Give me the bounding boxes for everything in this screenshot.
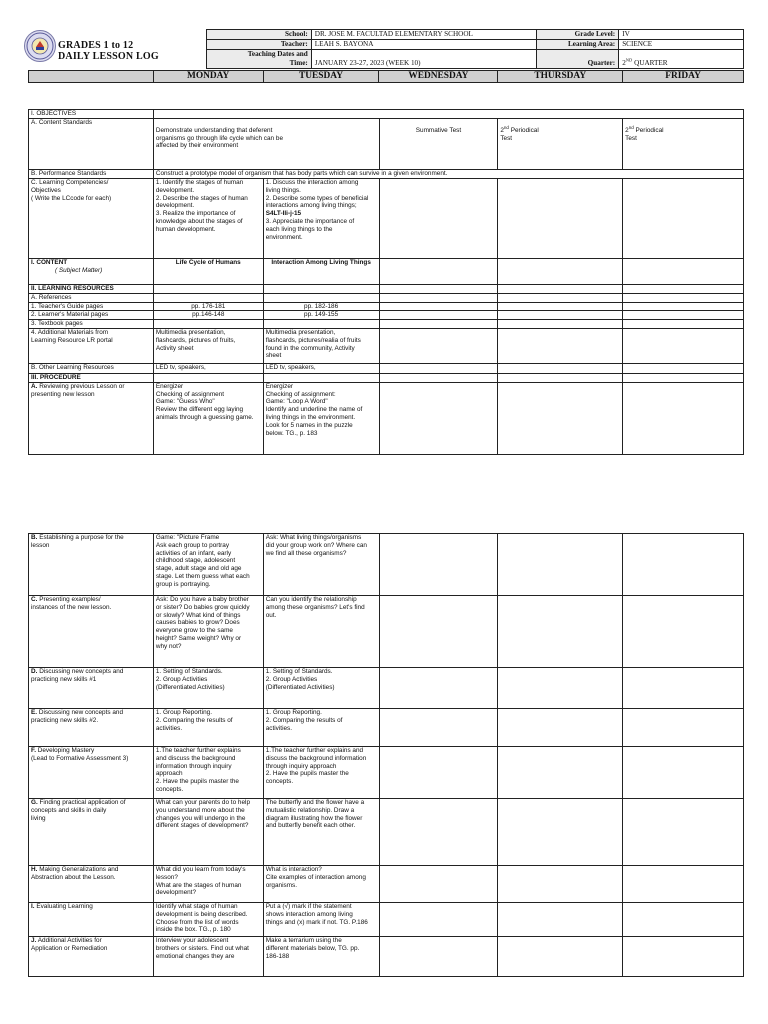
performance-standards-label: B. Performance Standards xyxy=(29,170,154,179)
empty-cell xyxy=(498,866,623,903)
header-info-table xyxy=(206,29,744,69)
days-blank xyxy=(29,71,154,83)
procedure-label-mastery xyxy=(29,747,154,799)
textbook-pages-label: 3. Textbook pages xyxy=(29,320,154,329)
procedure-label-additional-activities xyxy=(29,937,154,977)
empty-cell xyxy=(498,668,623,709)
empty-cell xyxy=(379,596,498,668)
lm-pages-mon: pp.146-148 xyxy=(153,311,263,320)
procedure-mastery-tue: 1.The teacher further explains and discuss the background information through inquiry approach 2. Have the pupils master the concepts. xyxy=(263,747,379,799)
quarter-label: Quarter: xyxy=(537,50,619,69)
days-header xyxy=(28,70,744,83)
empty-cell xyxy=(498,903,623,937)
tg-pages-mon: pp. 176-181 xyxy=(153,302,263,311)
day-tuesday: TUESDAY xyxy=(263,71,379,83)
procedure-letter: H. xyxy=(31,866,38,873)
procedure-letter: I. xyxy=(31,903,35,910)
dates-value: JANUARY 23-27, 2023 (WEEK 10) xyxy=(311,50,537,69)
lm-pages-label: 2. Learner's Material pages xyxy=(29,311,154,320)
procedure-row-generalization xyxy=(29,866,744,903)
additional-materials-tue: Multimedia presentation, flashcards, pictures/realia of fruits found in the community, Activity sheet xyxy=(263,328,379,363)
content-standards-text: Demonstrate understanding that deferent organisms go through life cycle which can be affected by their environment xyxy=(153,119,379,170)
additional-materials-mon: Multimedia presentation, flashcards, pictures of fruits, Activity sheet xyxy=(153,328,263,363)
procedure-discussing-1-tue: 1. Setting of Standards. 2. Group Activities (Differentiated Activities) xyxy=(263,668,379,709)
empty-cell xyxy=(379,866,498,903)
procedure-application-mon: What can your parents do to help you understand more about the changes you will undergo in the different stages of development? xyxy=(153,799,263,866)
empty-cell xyxy=(623,709,744,747)
procedure-application-tue: The butterfly and the flower have a mutualistic relationship. Draw a diagram illustrating how the flower and butterfly benefit each other. xyxy=(263,799,379,866)
procedure-additional-activities-mon: Interview your adolescent brothers or sisters. Find out what emotional changes they are xyxy=(153,937,263,977)
procedure-label-generalization xyxy=(29,866,154,903)
procedure-label-text: Making Generalizations and Abstraction about the Lesson. xyxy=(31,866,119,881)
day-monday: MONDAY xyxy=(153,71,263,83)
procedure-label-discussing-1 xyxy=(29,668,154,709)
procedure-label-text: Finding practical application of concepts and skills in daily living xyxy=(31,799,126,822)
procedure-letter: J. xyxy=(31,937,37,944)
title-dll: DAILY LESSON LOG xyxy=(58,51,159,62)
procedure-evaluation-mon: Identify what stage of human development is being described. Choose from the list of words inside the box. TG., p. 180 xyxy=(153,903,263,937)
procedure-row-mastery xyxy=(29,747,744,799)
competencies-label: C. Learning Competencies/ Objectives ( Write the LCcode for each) xyxy=(29,179,154,259)
procedure-letter: B. xyxy=(31,534,38,541)
procedure-label-text: Discussing new concepts and practicing new skills #2. xyxy=(31,709,124,724)
empty-cell xyxy=(379,709,498,747)
procedure-row-discussing-2 xyxy=(29,709,744,747)
area-value: SCIENCE xyxy=(619,40,744,50)
seal-icon xyxy=(25,31,55,61)
empty-cell xyxy=(498,709,623,747)
procedure-letter: G. xyxy=(31,799,38,806)
procedure-a-tue: Energizer Checking of assignment: Game: "Loop A Word" Identify and underline the name of living things in the environment. Look for 5 names in the puzzle below. TG., p. 183 xyxy=(263,382,379,454)
teacher-value: LEAH S. BAYONA xyxy=(311,40,537,50)
procedure-label-text: Evaluating Learning xyxy=(36,903,93,910)
procedure-discussing-2-tue: 1. Group Reporting. 2. Comparing the results of activities. xyxy=(263,709,379,747)
lesson-table-2 xyxy=(28,533,744,977)
procedure-label-purpose xyxy=(29,534,154,596)
procedure-row-discussing-1 xyxy=(29,668,744,709)
procedure-letter: D. xyxy=(31,668,38,675)
grade-label: Grade Level: xyxy=(537,30,619,40)
empty-cell xyxy=(379,937,498,977)
other-resources-label: B. Other Learning Resources xyxy=(29,363,154,373)
dates-label xyxy=(207,50,312,69)
objectives-heading: I. OBJECTIVES xyxy=(29,110,154,119)
other-resources-mon: LED tv, speakers, xyxy=(153,363,263,373)
empty-cell xyxy=(498,937,623,977)
lesson-table-1 xyxy=(28,109,744,455)
quarter-value: 2ND QUARTER xyxy=(619,50,744,69)
empty-cell xyxy=(623,596,744,668)
school-label: School: xyxy=(207,30,312,40)
periodical-test-sat: 2nd Periodical Test xyxy=(623,119,744,170)
procedure-row-purpose xyxy=(29,534,744,596)
deped-seal-logo xyxy=(24,30,56,62)
tg-pages-tue: pp. 182-186 xyxy=(263,302,379,311)
empty-cell xyxy=(623,668,744,709)
empty-cell xyxy=(379,747,498,799)
learning-resources-heading: II. LEARNING RESOURCES xyxy=(29,285,154,294)
procedure-row-additional-activities xyxy=(29,937,744,977)
day-friday: FRIDAY xyxy=(623,71,744,83)
empty-cell xyxy=(498,747,623,799)
additional-materials-label: 4. Additional Materials from Learning Resource LR portal xyxy=(29,328,154,363)
procedure-label-text: Presenting examples/ instances of the new lesson. xyxy=(31,596,112,611)
procedure-row-examples xyxy=(29,596,744,668)
school-value: DR. JOSE M. FACULTAD ELEMENTARY SCHOOL xyxy=(311,30,537,40)
competencies-mon: 1. Identify the stages of human development. 2. Describe the stages of human development. 3. Realize the importance of knowledge about the stages of human development. xyxy=(153,179,263,259)
empty-cell xyxy=(623,937,744,977)
empty-cell xyxy=(623,866,744,903)
day-thursday: THURSDAY xyxy=(498,71,623,83)
procedure-discussing-2-mon: 1. Group Reporting. 2. Comparing the results of activities. xyxy=(153,709,263,747)
procedure-a-mon: Energizer Checking of assignment Game: "Guess Who" Review the different egg laying animals through a guessing game. xyxy=(153,382,263,454)
procedure-label-text: Developing Mastery (Lead to Formative Assessment 3) xyxy=(31,747,129,762)
procedure-letter: F. xyxy=(31,747,36,754)
procedure-row-application xyxy=(29,799,744,866)
empty-cell xyxy=(379,668,498,709)
teacher-label: Teacher: xyxy=(207,40,312,50)
procedure-examples-tue: Can you identify the relationship among these organisms? Let's find out. xyxy=(263,596,379,668)
procedure-label-text: Establishing a purpose for the lesson xyxy=(31,534,124,549)
empty-cell xyxy=(498,534,623,596)
performance-standards-text: Construct a prototype model of organism that has body parts which can survive in a given environment. xyxy=(153,170,743,179)
tg-pages-label: 1. Teacher's Guide pages xyxy=(29,302,154,311)
area-label: Learning Area: xyxy=(537,40,619,50)
empty-cell xyxy=(623,534,744,596)
subject-matter-label: ( Subject Matter) xyxy=(55,266,103,274)
empty-cell xyxy=(623,747,744,799)
procedure-label-text: Additional Activities for Application or Remediation xyxy=(31,937,108,952)
empty-cell xyxy=(498,799,623,866)
procedure-discussing-1-mon: 1. Setting of Standards. 2. Group Activities (Differentiated Activities) xyxy=(153,668,263,709)
procedure-additional-activities-tue: Make a terrarium using the different materials below, TG. pp. 186-188 xyxy=(263,937,379,977)
procedure-mastery-mon: 1.The teacher further explains and discuss the background information through inquiry approach 2. Have the pupils master the concepts. xyxy=(153,747,263,799)
procedure-a-label: A. Reviewing previous Lesson or presenting new lesson xyxy=(29,382,154,454)
procedure-purpose-mon: Game: "Picture Frame Ask each group to portray activities of an infant, early childhood stage, adolescent stage, adult stage and old age stage. Let them guess what each group is portraying. xyxy=(153,534,263,596)
periodical-test-fri: 2nd Periodical Test xyxy=(498,119,623,170)
dates-label-1: Teaching Dates and xyxy=(247,50,308,58)
content-standards-label: A. Content Standards xyxy=(29,119,154,170)
dates-label-2: Time: xyxy=(289,59,308,67)
summative-test: Summative Test xyxy=(379,119,498,170)
empty-cell xyxy=(379,534,498,596)
empty-cell xyxy=(379,799,498,866)
empty-cell xyxy=(623,903,744,937)
procedure-label-evaluation xyxy=(29,903,154,937)
grade-value: IV xyxy=(619,30,744,40)
procedure-label-text: Discussing new concepts and practicing new skills #1 xyxy=(31,668,124,683)
title-grades: GRADES 1 to 12 xyxy=(58,40,134,51)
procedure-row-evaluation xyxy=(29,903,744,937)
procedure-purpose-tue: Ask: What living things/organisms did your group work on? Where can we find all these organisms? xyxy=(263,534,379,596)
procedure-label-discussing-2 xyxy=(29,709,154,747)
procedure-label-application xyxy=(29,799,154,866)
lc-code: S4LT-IIi-j-15 xyxy=(265,210,302,218)
empty-cell xyxy=(379,903,498,937)
empty-cell xyxy=(623,799,744,866)
procedure-generalization-tue: What is interaction? Cite examples of interaction among organisms. xyxy=(263,866,379,903)
lm-pages-tue: pp. 149-155 xyxy=(263,311,379,320)
procedure-label-examples xyxy=(29,596,154,668)
content-mon: Life Cycle of Humans xyxy=(153,259,263,285)
procedure-letter: C. xyxy=(31,596,38,603)
empty-cell xyxy=(498,596,623,668)
procedure-examples-mon: Ask: Do you have a baby brother or sister? Do babies grow quickly or slowly? What kind of things causes babies to grow? Does everyone grow to the same height? Same weight? Why or why not? xyxy=(153,596,263,668)
procedure-heading: III. PROCEDURE xyxy=(29,373,154,382)
content-heading: I. CONTENT ( Subject Matter) xyxy=(29,259,154,285)
procedure-generalization-mon: What did you learn from today's lesson? What are the stages of human development? xyxy=(153,866,263,903)
procedure-evaluation-tue: Put a (√) mark if the statement shows interaction among living things and (x) mark if not. TG. P.186 xyxy=(263,903,379,937)
other-resources-tue: LED tv, speakers, xyxy=(263,363,379,373)
competencies-tue: 1. Discuss the interaction among living things. 2. Describe some types of beneficial interactions among living things; S4LT-IIi-j-15 3. Appreciate the importance of each living things to the environment. xyxy=(263,179,379,259)
day-wednesday: WEDNESDAY xyxy=(379,71,498,83)
references-label: A. References xyxy=(29,293,154,302)
procedure-letter: E. xyxy=(31,709,38,716)
content-tue: Interaction Among Living Things xyxy=(263,259,379,285)
